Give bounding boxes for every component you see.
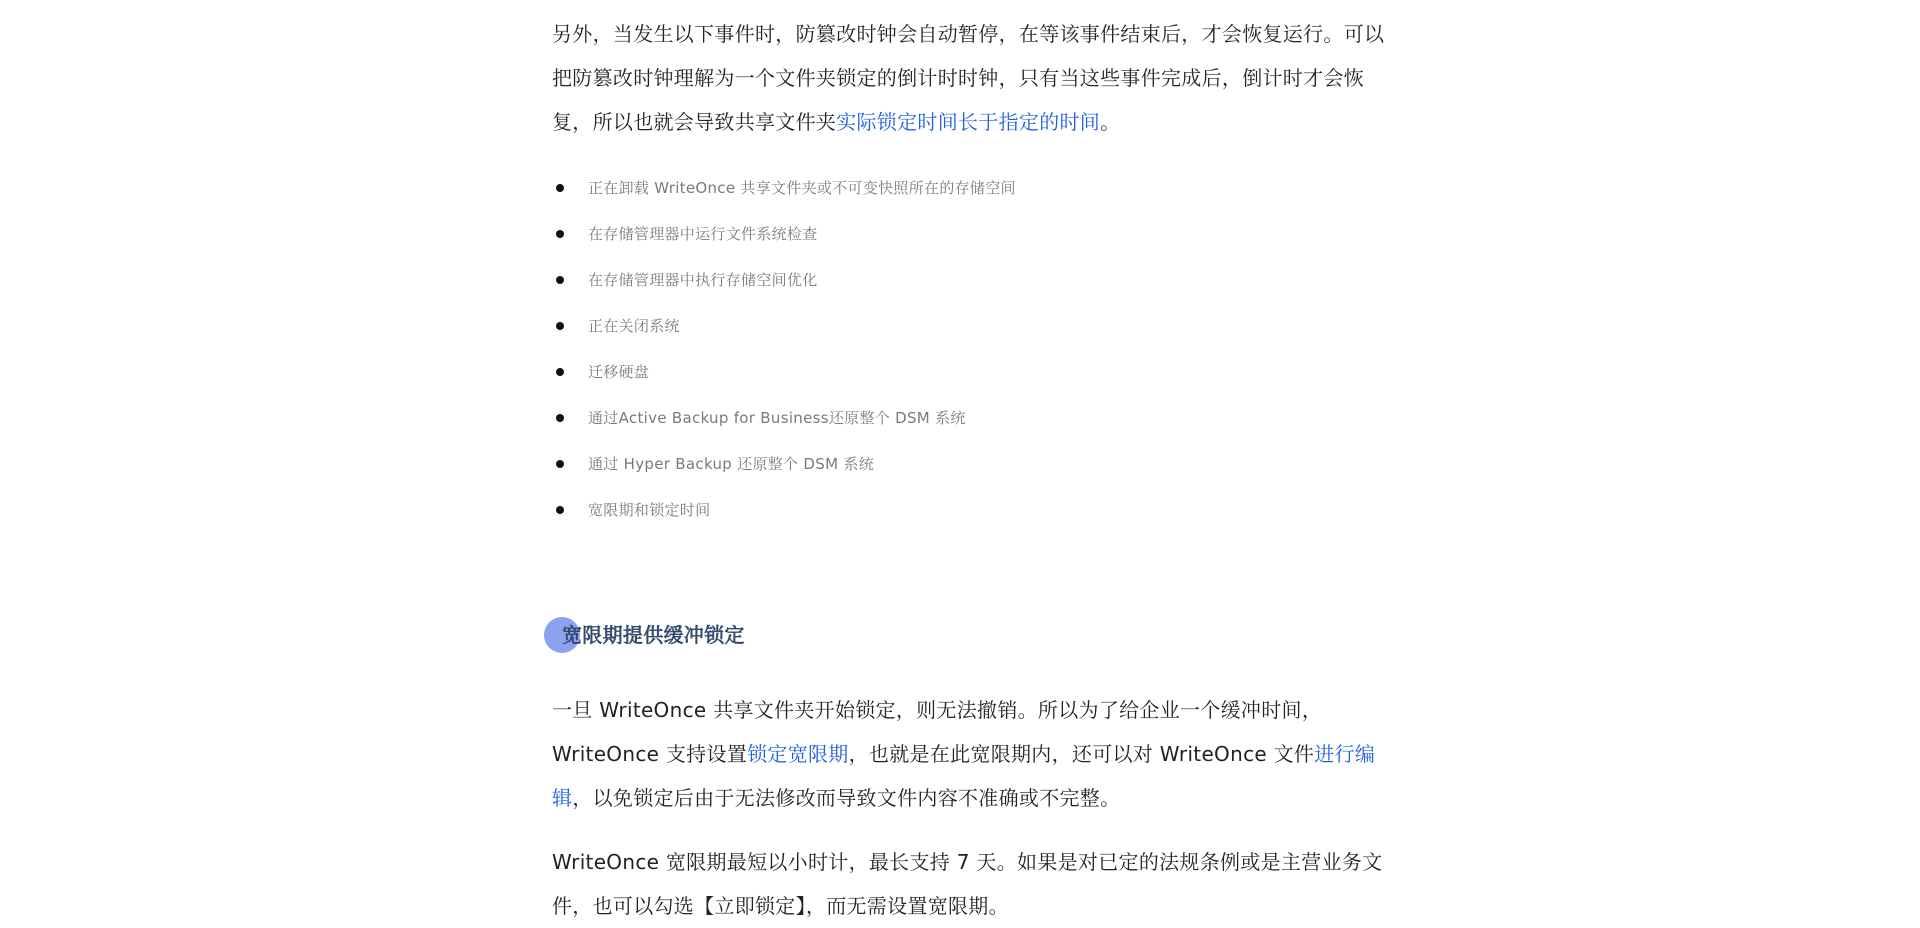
list-item — [552, 211, 1394, 257]
bullet-icon — [556, 276, 564, 284]
bullet-icon — [556, 184, 564, 192]
list-item — [552, 303, 1394, 349]
list-item-text: 正在卸载 WriteOnce 共享文件夹或不可变快照所在的存储空间 — [588, 179, 1016, 197]
list-item-text: 通过Active Backup for Business还原整个 DSM 系统 — [588, 409, 966, 427]
list-item — [552, 257, 1394, 303]
bullet-icon — [556, 506, 564, 514]
list-item-text: 通过 Hyper Backup 还原整个 DSM 系统 — [588, 455, 875, 473]
grace-text-3: ，以免锁定后由于无法修改而导致文件内容不准确或不完整。 — [572, 786, 1121, 810]
bullet-icon — [556, 322, 564, 330]
list-item — [552, 487, 1394, 533]
list-item-text: 宽限期和锁定时间 — [588, 501, 711, 519]
grace-period-link[interactable]: 锁定宽限期 — [747, 742, 849, 766]
list-item — [552, 165, 1394, 211]
intro-paragraph — [552, 12, 1394, 144]
edit-link[interactable]: 进行编辑 — [552, 742, 1376, 810]
bullet-icon — [556, 414, 564, 422]
grace-text-1: 一旦 WriteOnce 共享文件夹开始锁定，则无法撤销。所以为了给企业一个缓冲时间，WriteOnce 支持设置 — [552, 698, 1323, 766]
section-heading: 宽限期提供缓冲锁定 — [562, 623, 745, 647]
list-item — [552, 441, 1394, 487]
intro-text: 另外，当发生以下事件时，防篡改时钟会自动暂停，在等该事件结束后，才会恢复运行。可以把防篡改时钟理解为一个文件夹锁定的倒计时时钟，只有当这些事件完成后，倒计时才会恢复，所以也就会导致共享文件夹 — [552, 22, 1385, 134]
list-item-text: 在存储管理器中运行文件系统检查 — [588, 225, 818, 243]
pause-events-list — [552, 165, 1394, 533]
grace-period-paragraph — [552, 688, 1394, 820]
locked-time-link[interactable]: 实际锁定时间长于指定的时间 — [836, 110, 1101, 134]
list-item-text: 在存储管理器中执行存储空间优化 — [588, 271, 818, 289]
bullet-icon — [556, 368, 564, 376]
grace-duration-paragraph: WriteOnce 宽限期最短以小时计，最长支持 7 天。如果是对已定的法规条例或是主营业务文件，也可以勾选【立即锁定】，而无需设置宽限期。 — [552, 850, 1383, 918]
list-item-text: 正在关闭系统 — [588, 317, 680, 335]
list-item — [552, 349, 1394, 395]
list-item-text: 迁移硬盘 — [588, 363, 650, 381]
bullet-icon — [556, 230, 564, 238]
grace-text-2: ，也就是在此宽限期内，还可以对 WriteOnce 文件 — [848, 742, 1315, 766]
list-item — [552, 395, 1394, 441]
bullet-icon — [556, 460, 564, 468]
intro-text-end: 。 — [1100, 110, 1121, 134]
